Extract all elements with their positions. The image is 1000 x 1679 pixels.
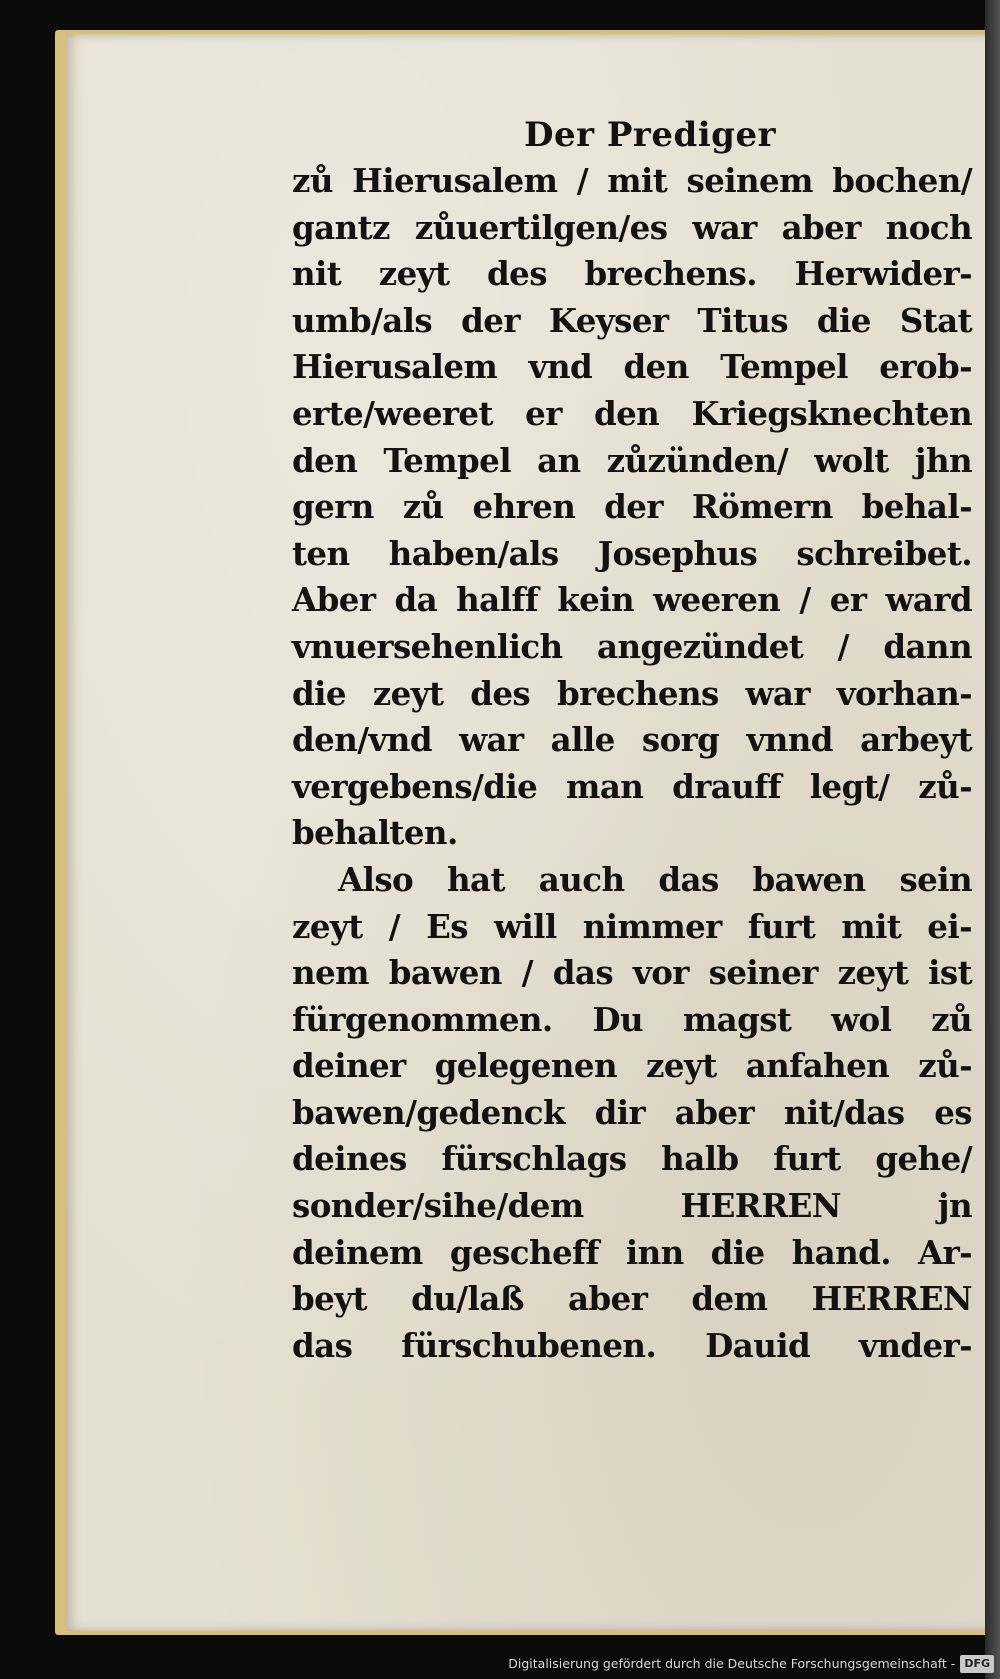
text-line: erte/weeret er den Kriegsknechten xyxy=(292,393,972,433)
text-line: bawen/gedenck dir aber nit/das es xyxy=(292,1092,972,1132)
text-block xyxy=(292,112,972,1369)
text-line: nem bawen / das vor seiner zeyt ist xyxy=(292,953,972,993)
text-line: deines fürschlags halb furt gehe/ xyxy=(292,1139,972,1179)
dfg-logo: DFG xyxy=(960,1655,994,1673)
text-line: den Tempel an zůzünden/ wolt jhn xyxy=(292,440,972,480)
digitization-credit xyxy=(508,1655,994,1673)
text-line: deinem gescheff inn die hand. Ar- xyxy=(292,1232,972,1272)
text-line: umb/als der Keyser Titus die Stat xyxy=(292,300,972,340)
text-line: Aber da halff kein weeren / er ward xyxy=(292,580,972,620)
text-line: behalten. xyxy=(292,813,458,853)
text-line: den/vnd war alle sorg vnnd arbeyt xyxy=(292,720,972,760)
running-head: Der Prediger xyxy=(524,115,776,155)
text-line: beyt du/laß aber dem HERREN xyxy=(292,1279,972,1319)
text-line: zeyt / Es will nimmer furt mit ei- xyxy=(292,906,972,946)
text-line: gantz zůuertilgen/es war aber noch xyxy=(292,207,972,247)
text-line: die zeyt des brechens war vorhan- xyxy=(292,673,972,713)
text-line: Also hat auch das bawen sein xyxy=(338,859,972,899)
credit-text: Digitalisierung gefördert durch die Deutsche Forschungsgemeinschaft - xyxy=(508,1656,956,1671)
text-line: ten haben/als Josephus schreibet. xyxy=(292,533,972,573)
text-line: das fürschubenen. Dauid vnder- xyxy=(292,1325,972,1365)
text-line: vergebens/die man drauff legt/ zů- xyxy=(292,766,972,806)
book-spine-shadow xyxy=(985,0,1000,1679)
text-line: vnuersehenlich angezündet / dann xyxy=(292,626,972,666)
text-line: zů Hierusalem / mit seinem bochen/ xyxy=(292,161,972,200)
text-line: fürgenommen. Du magst wol zů xyxy=(292,999,972,1039)
text-line: Hierusalem vnd den Tempel erob- xyxy=(292,347,972,387)
text-line: deiner gelegenen zeyt anfahen zů- xyxy=(292,1046,972,1086)
text-line: sonder/sihe/dem HERREN jn xyxy=(292,1186,972,1226)
text-line: gern zů ehren der Römern behal- xyxy=(292,487,972,527)
text-line: nit zeyt des brechens. Herwider- xyxy=(292,254,972,294)
